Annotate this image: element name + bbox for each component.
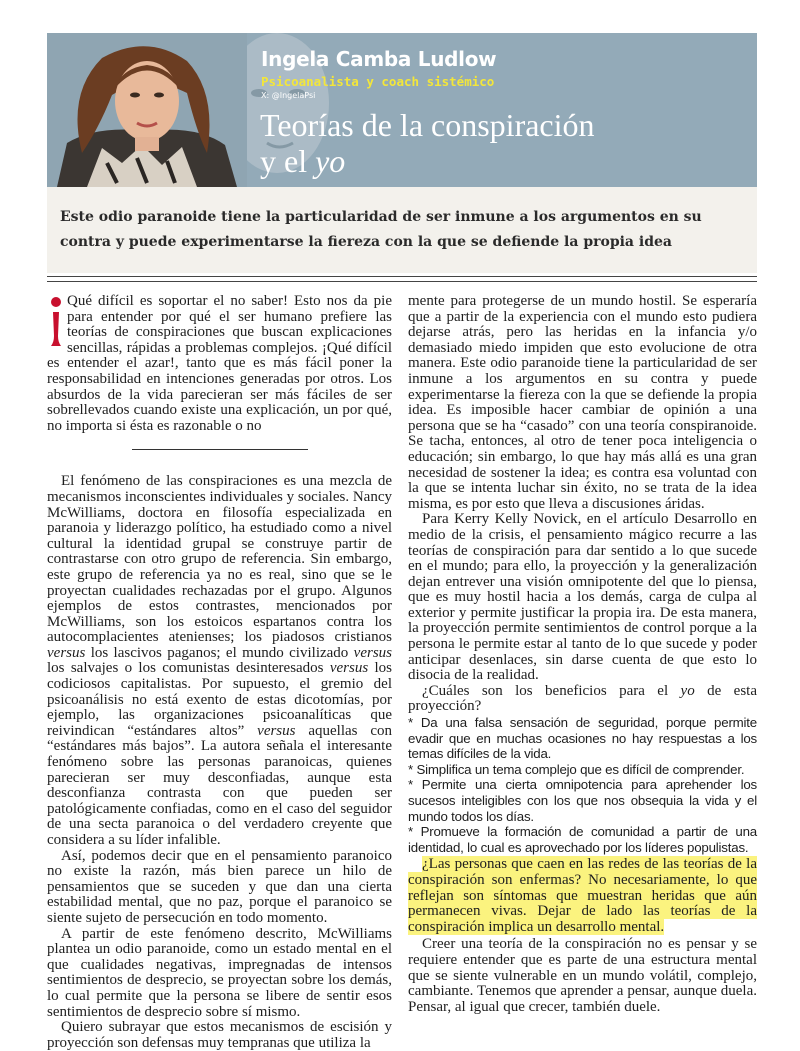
- section-separator: [132, 449, 308, 450]
- article-header: [47, 33, 757, 187]
- versus-italic: versus: [257, 722, 296, 739]
- article-title: [260, 107, 595, 179]
- versus-italic: versus: [353, 644, 392, 661]
- highlighted-text: ¿Las personas que caen en las redes de las teorías de la conspiración son enfermas? No necesariamente, lo que reflejan son síntomas que muestran heridas que aún permanecen vivas. Dejar de lado las teorías de la conspiración implica un desarrollo mental.: [408, 856, 757, 935]
- text-run: los codiciosos capitalistas. Por supuesto, el gremio del psicoanálisis no está exento de estas dicotomías, por ejemplo, las organizaciones psicoanalíticas que reivindican “estándares altos”: [47, 660, 392, 739]
- divider-line-top: [47, 276, 757, 277]
- versus-italic: versus: [47, 644, 86, 661]
- body-paragraph: mente para protegerse de un mundo hostil. Se esperaría que a partir de la experiencia con el mundo esto pudiera dejarse atrás, pero las heridas en la infancia y/o demasiado miedo impiden que esto evolucione de otra manera. Este odio paranoide tiene la particularidad de ser inmune a los argumentos en su contra y puede experimentarse la fiereza con la que se defiende la propia idea. Es imposible hacer cambiar de opinión a una persona que se ha “casado” con una teoría conspiranoide. Se tacha, entonces, al otro de tener poca inteligencia o educación; sin embargo, lo que hay más allá es una gran necesidad de sostener la idea; es contra esa voluntad con la que se intenta luchar sin éxito, no se trata de la idea misma, es por esto que lleva a discusiones áridas.: [408, 293, 757, 512]
- text-run: aquellas con “estándares más bajos”. La autora señala el interesante fenómeno sobre las personas paranoicas, quienes parecieran ser muy desconfiadas, aunque esta desconfianza contrasta con que pueden ser patológicamente confiadas, como en el caso del seguidor de una secta paranoica o del verdadero creyente que considera a su líder infalible.: [47, 722, 392, 848]
- article-column-left: [47, 294, 392, 1051]
- body-paragraph: Quiero subrayar que estos mecanismos de escisión y proyección son defensas muy tempranas que utiliza la: [47, 1019, 392, 1051]
- text-run: de esta proyección?: [408, 682, 757, 715]
- bullet-item: * Da una falsa sensación de seguridad, porque permite evadir que en muchas ocasiones no hay respuestas a los temas difíciles de la vida.: [408, 715, 757, 762]
- versus-italic: versus: [329, 660, 369, 677]
- drop-cap-exclamation-icon: [49, 296, 63, 350]
- highlighted-paragraph: [408, 857, 757, 935]
- body-paragraph: Así, podemos decir que en el pensamiento paranoico no existe la razón, más bien parece un hilo de pensamientos que se suceden y que dan una cierta estabilidad mental, que no paz, porque el paranoico se siente sujeto de persecución en todo momento.: [47, 847, 392, 926]
- text-run: los salvajes o los comunistas desinteresados: [47, 660, 330, 677]
- author-handle: X: @IngelaPsi: [261, 91, 316, 100]
- title-italic-yo: yo: [315, 143, 346, 179]
- author-name: Ingela Camba Ludlow: [261, 47, 497, 71]
- title-line-2: [260, 143, 595, 179]
- text-run: El fenómeno de las conspiraciones es una mezcla de mecanismos inconscientes individuales y sociales. Nancy McWilliams, doctora en filosofía especializada en paranoia y liderazgo político, ha estudiado como a nivel cultural la identidad grupal se construye partir de contrastarse con otro grupo de referencia. Sin embargo, este grupo de referencia ya no es real, sino que se le proyectan cualidades rechazadas por el grupo. Algunos ejemplos de estos contrastes, mencionados por McWilliams, son los estoicos espartanos contra los autocomplacientes atenienses; los piadosos cristianos: [47, 473, 392, 646]
- author-role: Psicoanalista y coach sistémico: [261, 74, 495, 89]
- intro-paragraph: Qué difícil es soportar el no saber! Esto nos da pie para entender por qué el ser humano prefiere las teorías de conspiraciones que buscan explicaciones sencillas, rápidas a problemas complejos. ¡Qué difícil es entender el azar!, tanto que es más fácil poner la responsabilidad en intenciones generadas por otros. Los absurdos de la vida parecieran ser más fáciles de ser sobrellevados cuando existe una explicación, un por qué, no importa si ésta es razonable o no: [47, 293, 392, 434]
- text-run: ¿Cuáles son los beneficios para el: [422, 682, 681, 699]
- title-line-1: Teorías de la conspiración: [260, 107, 595, 143]
- bullet-item: * Promueve la formación de comunidad a partir de una identidad, lo cual es aprovechado por los líderes populistas.: [408, 824, 757, 855]
- body-paragraph: Para Kerry Kelly Novick, en el artículo Desarrollo en medio de la crisis, el pensamiento mágico recurre a las teorías de conspiración para dar sentido a lo que sucede en el mundo; para ello, la proyección y la generalización dejan entrever una visión omnipotente del que lo piensa, que es muy hostil hacia a los demás, carga de culpa al exterior y permite justificar la propia ira. De esta manera, la proyección permite sentimientos de control porque a la persona le permite estar al tanto de lo que sucede y poder anticipar desenlaces, sin darse cuenta de que esto lo disocia de la realidad.: [408, 511, 757, 684]
- text-run: los lascivos paganos; el mundo civilizado: [85, 644, 354, 661]
- question-paragraph: [408, 684, 757, 715]
- bullet-item: * Permite una cierta omnipotencia para aprehender los sucesos inteligibles con los que nos obsequia la vida y el mundo todos los días.: [408, 777, 757, 824]
- title-prefix: y el: [260, 143, 316, 179]
- body-paragraph: A partir de este fenómeno descrito, McWilliams plantea un odio paranoide, como un estado mental en el que cualidades negativas, impregnadas de intensos sentimientos de desprecio, se proyectan sobre los demás, lo cual permite que la persona se libere de sentir esos sentimientos de desprecio sobre sí mismo.: [47, 925, 392, 1020]
- article-deck: Este odio paranoide tiene la particularidad de ser inmune a los argumentos en su contra y puede experimentarse la fiereza con la que se defiende la propia idea: [60, 209, 702, 250]
- yo-italic: yo: [680, 682, 695, 699]
- divider-line-bottom: [47, 281, 757, 282]
- article-column-right: [408, 294, 757, 1015]
- closing-paragraph: Creer una teoría de la conspiración no es pensar y se requiere entender que es parte de una estructura mental que se siente vulnerable en un mundo volátil, complejo, cambiante. Tenemos que aprender a pensar, aunque duela. Pensar, al igual que crecer, también duele.: [408, 936, 757, 1015]
- body-paragraph: [47, 474, 392, 848]
- bullet-item: * Simplifica un tema complejo que es difícil de comprender.: [408, 761, 745, 777]
- author-portrait-image: [47, 33, 247, 187]
